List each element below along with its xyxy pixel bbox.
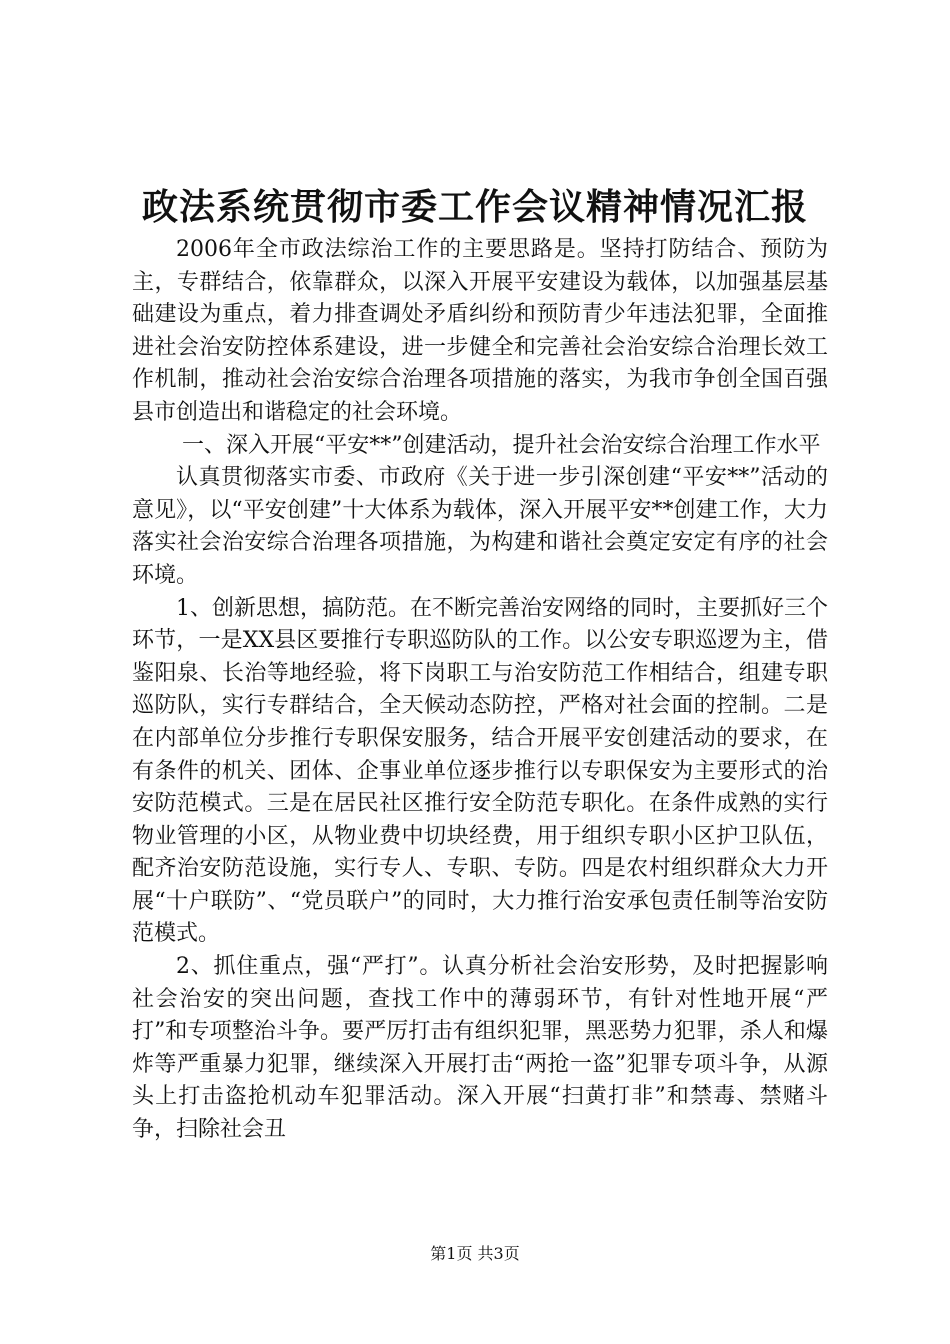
page-number-footer: 第1页 共3页 [430,1244,520,1263]
document-body [132,234,828,1147]
section-heading-1: 一、深入开展“平安**”创建活动，提升社会治安综合治理工作水平 [182,432,821,458]
paragraph-section-1: 认真贯彻落实市委、市政府《关于进一步引深创建“平安**”活动的意见》，以“平安创建”十大体系为载体，深入开展平安**创建工作，大力落实社会治安综合治理各项措施，为构建和谐社会奠定安定有序的社会环境。 [132,465,828,588]
paragraph-item-1: 1、创新思想，搞防范。在不断完善治安网络的同时，主要抓好三个环节，一是XX县区要推行专职巡防队的工作。以公安专职巡逻为主，借鉴阳泉、长治等地经验，将下岗职工与治安防范工作相结合，组建专职巡防队，实行专群结合，全天候动态防控，严格对社会面的控制。二是在内部单位分步推行专职保安服务，结合开展平安创建活动的要求，在有条件的机关、团体、企事业单位逐步推行以专职保安为主要形式的治安防范模式。三是在居民社区推行安全防范专职化。在条件成熟的实行物业管理的小区，从物业费中切块经费，用于组织专职小区护卫队伍，配齐治安防范设施，实行专人、专职、专防。四是农村组织群众大力开展“十户联防”、“党员联户”的同时，大力推行治安承包责任制等治安防范模式。 [132,595,828,947]
paragraph-intro: 2006年全市政法综治工作的主要思路是。坚持打防结合、预防为主，专群结合，依靠群众，以深入开展平安建设为载体，以加强基层基础建设为重点，着力排查调处矛盾纠纷和预防青少年违法犯罪，全面推进社会治安防控体系建设，进一步健全和完善社会治安综合治理长效工作机制，推动社会治安综合治理各项措施的落实，为我市争创全国百强县市创造出和谐稳定的社会环境。 [132,237,828,425]
paragraph-item-2: 2、抓住重点，强“严打”。认真分析社会治安形势，及时把握影响社会治安的突出问题，查找工作中的薄弱环节，有针对性地开展“严打”和专项整治斗争。要严厉打击有组织犯罪，黑恶势力犯罪，杀人和爆炸等严重暴力犯罪，继续深入开展打击“两抢一盗”犯罪专项斗争，从源头上打击盗抢机动车犯罪活动。深入开展“扫黄打非”和禁毒、禁赌斗争，扫除社会丑 [132,954,828,1143]
document-title: 政法系统贯彻市委工作会议精神情况汇报 [141,187,808,228]
